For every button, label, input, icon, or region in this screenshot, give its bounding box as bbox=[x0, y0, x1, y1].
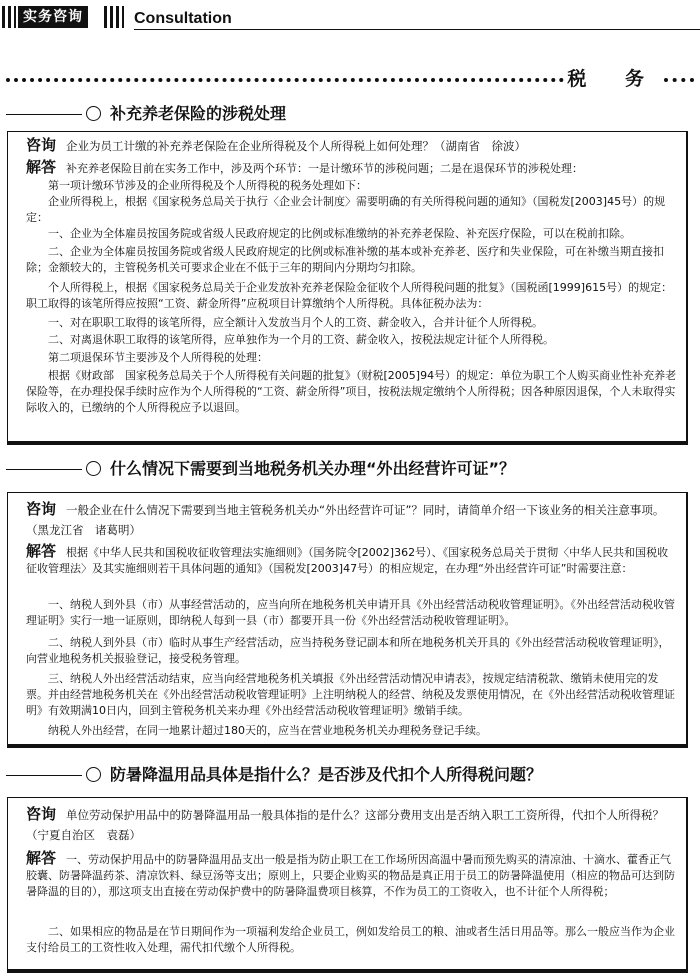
qa-box bbox=[7, 797, 688, 973]
header-bar bbox=[104, 6, 107, 28]
question bbox=[26, 804, 678, 845]
answer-line: 二、对离退休职工取得的该笔所得，应单独作为一个月的工资、薪金收入，按税法规定计征个人所得税。 bbox=[48, 333, 554, 346]
answer-line: 一、对在职职工取得的该笔所得，应全额计入发放当月个人的工资、薪金收入，合并计征个人所得税。 bbox=[48, 316, 543, 329]
header-bar bbox=[2, 6, 5, 28]
section-band bbox=[6, 66, 694, 90]
circle-bullet-icon bbox=[86, 461, 101, 476]
question-text: 单位劳动保护用品中的防暑降温用品一般具体指的是什么？这部分费用支出是否纳入职工工资所得，代扣个人所得税？（宁夏自治区 袁磊） bbox=[26, 808, 665, 842]
dotted-rule bbox=[6, 78, 564, 82]
answer-line: 一、企业为全体雇员按国务院或省级人民政府规定的比例或标准缴纳的补充养老保险、补充医疗保险，可以在税前扣除。 bbox=[48, 227, 631, 240]
header-bar bbox=[8, 6, 11, 28]
question bbox=[26, 499, 678, 540]
column-tag: 实务咨询 bbox=[18, 6, 88, 28]
question-text: 一般企业在什么情况下需要到当地主管税务机关办“外出经营许可证”？同时，请简单介绍一下该业务的相关注意事项。（黑龙江省 诸葛明） bbox=[26, 503, 665, 537]
answer-line: 解答 补充养老保险目前在实务工作中，涉及两个环节：一是计缴环节的涉税问题；二是在退保环节的涉税处理： bbox=[26, 158, 584, 176]
header-bar bbox=[110, 6, 113, 28]
header-rule bbox=[134, 29, 700, 30]
circle-bullet-icon bbox=[86, 767, 101, 782]
answer-line: 二、纳税人到外县（市）临时从事生产经营活动，应当持税务登记副本和所在地税务机关开具的《外出经营活动税收管理证明》，向营业地税务机关报验登记，接受税务管理。 bbox=[26, 636, 670, 665]
header-bar bbox=[14, 6, 16, 28]
answer-line: 纳税人外出经营，在同一地累计超过180天的，应当在营业地税务机关办理税务登记手续。 bbox=[48, 724, 487, 737]
answer-line: 企业所得税上，根据《国家税务总局关于执行〈企业会计制度〉需要明确的有关所得税问题的通知》（国税发[2003]45号）的规定： bbox=[26, 195, 666, 224]
question-keyword: 咨询 bbox=[26, 805, 57, 823]
section-label: 税 务 bbox=[567, 68, 660, 90]
qa-box bbox=[7, 492, 688, 748]
answer-line: 第二项退保环节主要涉及个人所得税的处理： bbox=[48, 351, 268, 364]
answer-line: 个人所得税上，根据《国家税务总局关于企业发放补充养老保险金征收个人所得税问题的批复》（国税函[1999]615号）的规定：职工取得的该笔所得应按照“工资、薪金所得”应税项目计算缴纳个人所得税。具体征税办法为： bbox=[26, 281, 673, 310]
answer-line: 根据《财政部 国家税务总局关于个人所得税有关问题的批复》（财税[2005]94号）的规定：单位为职工个人购买商业性补充养老保险等，在办理投保手续时应作为个人所得税的“工资、薪金所得”项目，按税法规定缴纳个人所得税；因各种原因退保，个人未取得实际收入的，已缴纳的个人所得税应予以退回。 bbox=[26, 369, 677, 414]
heading-rule bbox=[6, 775, 82, 776]
question bbox=[26, 137, 678, 154]
circle-bullet-icon bbox=[86, 106, 101, 121]
header-bar bbox=[122, 6, 124, 28]
answer-line: 解答 一、劳动保护用品中的防暑降温用品支出一般是指为防止职工在工作场所因高温中暑而预先购买的清凉油、十滴水、藿香正气胶囊、防暑降温药茶、清凉饮料、绿豆汤等支出；原则上，只要企业购买的物品是真正用于员工的防暑降温使用（相应的物品可达到防暑降温的目的），那这项支出直接在劳动保护费中的防暑降温费项目核算，不作为员工的工资收入，也不计征个人所得税； bbox=[26, 849, 675, 898]
page-header bbox=[0, 0, 700, 30]
question-text: 企业为员工计缴的补充养老保险在企业所得税及个人所得税上如何处理？（湖南省 徐波） bbox=[66, 139, 527, 153]
answer-line: 解答 根据《中华人民共和国税收征收管理法实施细则》（国务院令[2002]362号）、《国家税务总局关于贯彻〈中华人民共和国税收征收管理法〉及其实施细则若干具体问题的通知》（国税发[2003]47号）的相应规定，在办理“外出经营许可证”时需要注意： bbox=[26, 542, 669, 575]
answer-keyword: 解答 bbox=[26, 849, 57, 867]
answer-line: 一、纳税人到外县（市）从事经营活动的，应当向所在地税务机关申请开具《外出经营活动税收管理证明》。《外出经营活动税收管理证明》实行一地一证原则，即纳税人每到一县（市）都要开具一份《外出经营活动税收管理证明》。 bbox=[26, 598, 675, 627]
question-keyword: 咨询 bbox=[26, 500, 57, 518]
article-title: 补充养老保险的涉税处理 bbox=[110, 104, 287, 123]
answer-line: 二、企业为全体雇员按国务院或省级人民政府规定的比例或标准补缴的基本或补充养老、医疗和失业保险，可在补缴当期直接扣除；金额较大的，主管税务机关可要求企业在不低于三年的期间内分期均匀扣除。 bbox=[26, 245, 664, 274]
answer-line: 第一项计缴环节涉及的企业所得税及个人所得税的税务处理如下： bbox=[48, 179, 367, 192]
question-keyword: 咨询 bbox=[26, 136, 57, 154]
article-title: 防暑降温用品具体是指什么？是否涉及代扣个人所得税问题？ bbox=[110, 765, 543, 784]
dotted-rule bbox=[664, 78, 694, 82]
answer-line: 三、纳税人外出经营活动结束，应当向经营地税务机关填报《外出经营活动情况申请表》，按规定结清税款、缴销未使用完的发票。并由经营地税务机关在《外出经营活动税收管理证明》上注明纳税人的经营、纳税及发票使用情况，在《外出经营活动税收管理证明》有效期满10日内，回到主管税务机关来办理《外出经营活动税收管理证明》缴销手续。 bbox=[26, 672, 675, 717]
column-english-title: Consultation bbox=[134, 10, 232, 27]
answer-keyword: 解答 bbox=[26, 542, 57, 560]
header-bar bbox=[116, 6, 119, 28]
article-title: 什么情况下需要到当地税务机关办理“外出经营许可证”？ bbox=[110, 459, 516, 478]
heading-rule bbox=[6, 114, 82, 115]
answer-line: 二、如果相应的物品是在节日期间作为一项福利发给企业员工，例如发给员工的粮、油或者生活日用品等。那么一般应当作为企业支付给员工的工资性收入处理，需代扣代缴个人所得税。 bbox=[26, 925, 675, 954]
heading-rule bbox=[6, 469, 82, 470]
qa-box bbox=[7, 131, 688, 445]
answer-keyword: 解答 bbox=[26, 158, 57, 176]
